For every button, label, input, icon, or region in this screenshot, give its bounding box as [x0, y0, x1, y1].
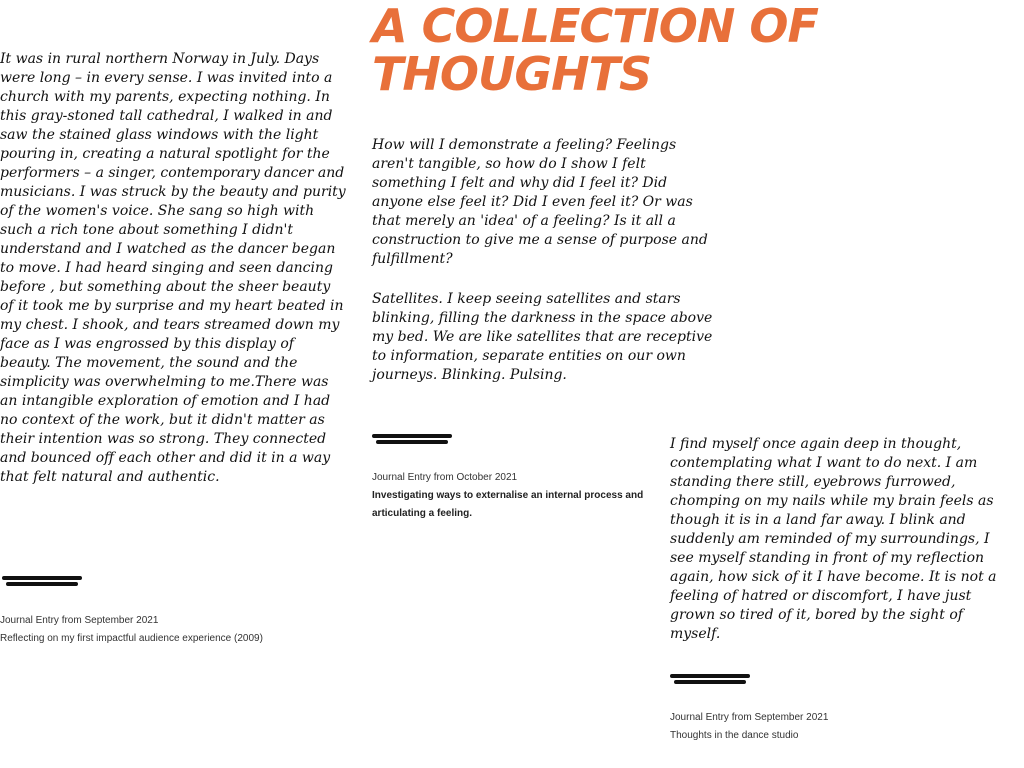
journal-entry-norway-text: It was in rural northern Norway in July. Days were long – in every sense. I was invited into a church with my parents, expecting nothing. In this gray-stoned tall cathedral, I walked in and saw the stained glass windows with the light pouring in, creating a natural spotlight for the performers – a singer, contemporary dancer and musicians. I was struck by the beauty and purity of the women's voice. She sang so high with such a rich tone about something I didn't understand and I watched as the dancer began to move. I had heard singing and seen dancing before , but something about the sheer beauty of it took me by surprise and my heart beated in my chest. I shook, and tears streamed down my face as I was engrossed by this display of beauty. The movement, the sound and the simplicity was overwhelming to me.There was an intangible exploration of emotion and I had no context of the work, but it didn't matter as their intention was so strong. They connected and bounced off each other and did it in a way that felt natural and authentic.	[0, 51, 346, 485]
caption-description: Reflecting on my first impactful audience experience (2009)	[0, 633, 263, 644]
journal-entry-satellites-text: Satellites. I keep seeing satellites and stars blinking, filling the darkness in the space above my bed. We are like satellites that are receptive to information, separate entities on our own journeys. Blinking. Pulsing.	[372, 291, 713, 383]
caption-date: Journal Entry from September 2021	[670, 712, 829, 723]
brush-divider	[2, 576, 82, 586]
caption-description: Investigating ways to externalise an internal process and articulating a feeling.	[372, 490, 644, 519]
entry-caption	[670, 709, 970, 745]
entry-caption	[0, 612, 340, 648]
journal-entry-studio-text: I find myself once again deep in thought, contemplating what I want to do next. I am standing there still, eyebrows furrowed, chomping on my nails while my brain feels as though it is in a land far away. I blink and suddenly am reminded of my surroundings, I see myself standing in front of my reflection again, how sick of it I have become. It is not a feeling of hatred or discomfort, I have just grown so tired of it, bored by the sight of myself.	[670, 436, 997, 642]
page-title: A COLLECTION OF THOUGHTS	[372, 0, 818, 101]
brush-divider	[670, 674, 750, 684]
caption-description: Thoughts in the dance studio	[670, 730, 799, 741]
entry-caption	[372, 469, 652, 523]
journal-entry-feeling-text: How will I demonstrate a feeling? Feelings aren't tangible, so how do I show I felt something I felt and why did I feel it? Did anyone else feel it? Did I even feel it? Or was that merely an 'idea' of a feeling? Is it all a construction to give me a sense of purpose and fulfillment?	[372, 137, 708, 267]
caption-date: Journal Entry from September 2021	[0, 615, 159, 626]
brush-divider	[372, 434, 452, 444]
caption-date: Journal Entry from October 2021	[372, 472, 518, 483]
